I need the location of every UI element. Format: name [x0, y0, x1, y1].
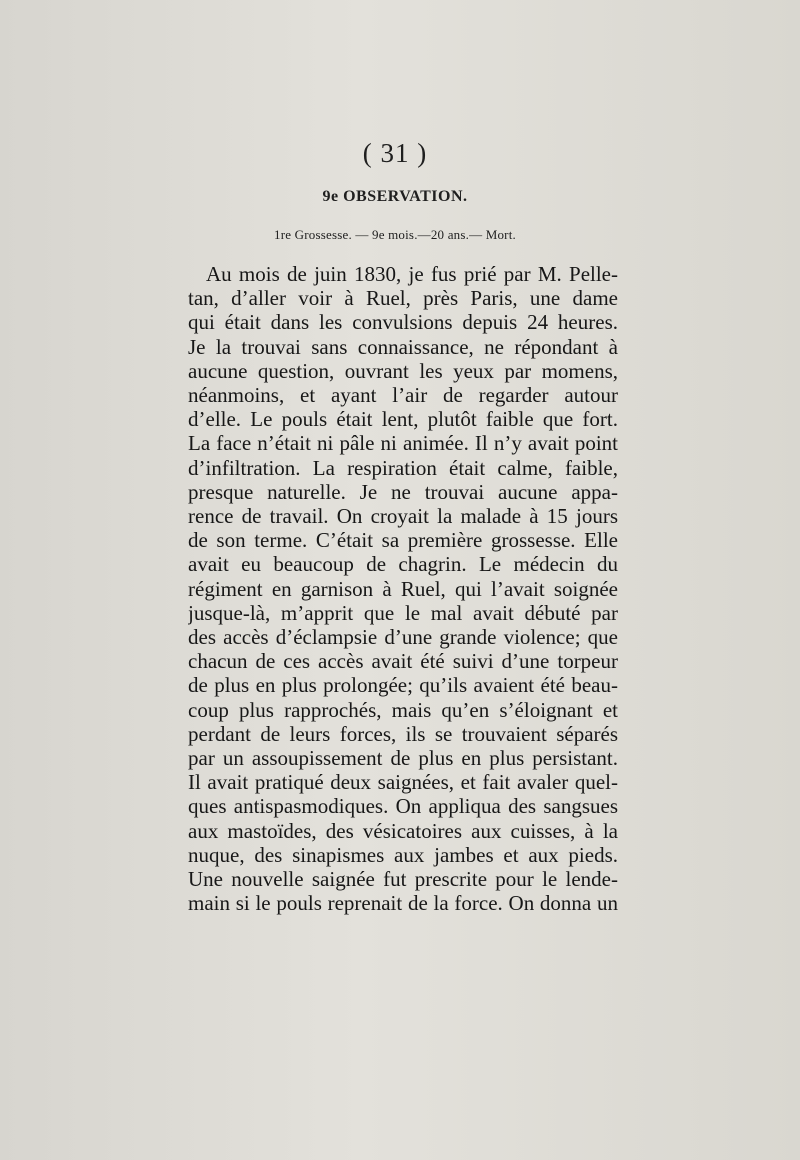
- body-line: des accès d’éclampsie d’une grande violence; que: [188, 625, 618, 650]
- body-line: d’elle. Le pouls était lent, plutôt faible que fort.: [188, 407, 618, 432]
- observation-title: 9e OBSERVATION.: [322, 188, 468, 205]
- body-line: nuque, des sinapismes aux jambes et aux pieds.: [188, 842, 618, 867]
- body-line: Une nouvelle saignée fut prescrite pour le lende-: [188, 867, 618, 892]
- body-line: Je la trouvai sans connaissance, ne répondant à: [188, 334, 618, 359]
- body-line: aux mastoïdes, des vésicatoires aux cuisses, à la: [188, 818, 618, 843]
- body-line: perdant de leurs forces, ils se trouvaient séparés: [188, 721, 618, 746]
- body-line: de plus en plus prolongée; qu’ils avaient été beau-: [188, 673, 618, 698]
- body-line: jusque-là, m’apprit que le mal avait débuté par: [188, 600, 618, 625]
- body-line: chacun de ces accès avait été suivi d’une torpeur: [188, 649, 618, 674]
- body-line: régiment en garnison à Ruel, qui l’avait soignée: [188, 576, 618, 601]
- body-line: coup plus rapprochés, mais qu’en s’éloignant et: [188, 697, 618, 722]
- body-line: La face n’était ni pâle ni animée. Il n’y avait point: [188, 431, 618, 456]
- body-line: de son terme. C’était sa première grossesse. Elle: [188, 528, 618, 553]
- body-line: Il avait pratiqué deux saignées, et fait avaler quel-: [188, 770, 618, 795]
- body-line: d’infiltration. La respiration était calme, faible,: [188, 455, 618, 480]
- body-line: aucune question, ouvrant les yeux par momens,: [188, 358, 618, 383]
- body-line: avait eu beaucoup de chagrin. Le médecin du: [188, 552, 618, 577]
- body-line: ques antispasmodiques. On appliqua des sangsues: [188, 794, 618, 819]
- body-line: Au mois de juin 1830, je fus prié par M. Pelle-: [206, 262, 618, 286]
- body-line: tan, d’aller voir à Ruel, près Paris, une dame: [188, 286, 618, 311]
- observation-subtitle: 1re Grossesse. — 9e mois.—20 ans.— Mort.: [274, 227, 516, 242]
- body-line: main si le pouls reprenait de la force. On donna un: [188, 891, 618, 916]
- body-line: rence de travail. On croyait la malade à 15 jours: [188, 504, 618, 529]
- body-text: [188, 262, 618, 915]
- body-line: par un assoupissement de plus en plus persistant.: [188, 746, 618, 771]
- page-number: ( 31 ): [362, 138, 428, 168]
- body-line: presque naturelle. Je ne trouvai aucune appa-: [188, 479, 618, 504]
- body-line: néanmoins, et ayant l’air de regarder autour: [188, 383, 618, 408]
- body-line: qui était dans les convulsions depuis 24 heures.: [188, 310, 618, 335]
